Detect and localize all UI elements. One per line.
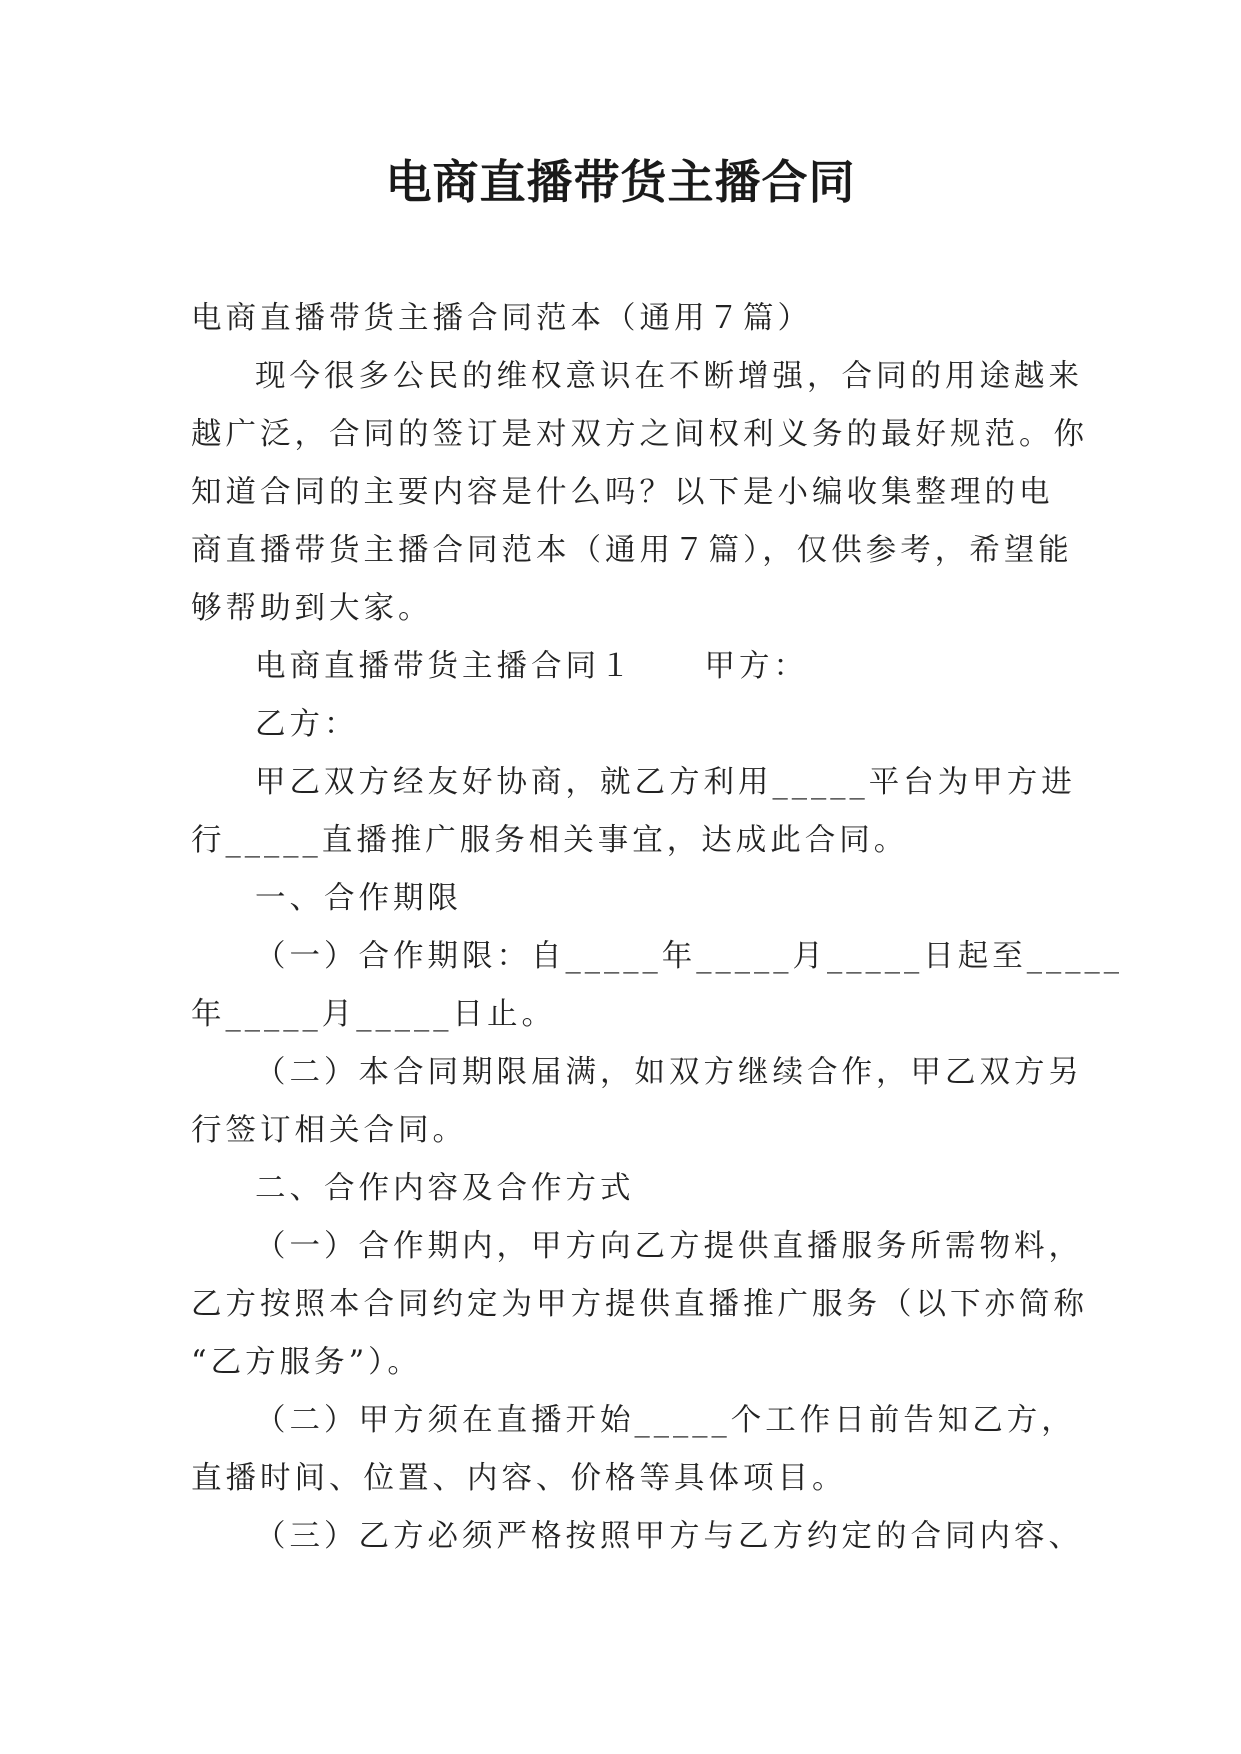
text-line: 越广泛，合同的签订是对双方之间权利义务的最好规范。你 [191,417,1088,452]
text-line: 商直播带货主播合同范本（通用７篇），仅供参考，希望能 [191,533,1073,568]
party-a-label: 甲方： [704,649,808,684]
text-line: （二）本合同期限届满，如双方继续合作，甲乙双方另 [255,1055,1083,1090]
text-line: （一）合作期限：自_____年_____月_____日起至_____ [255,939,1123,974]
section-heading: 一、合作期限 [255,881,462,916]
text-line: （三）乙方必须严格按照甲方与乙方约定的合同内容、 [255,1519,1083,1554]
text-line: （一）合作期内，甲方向乙方提供直播服务所需物料， [255,1229,1083,1264]
text-line: 知道合同的主要内容是什么吗？以下是小编收集整理的电 [191,475,1054,510]
text-line: 够帮助到大家。 [191,591,433,626]
document-title: 电商直播带货主播合同 [385,155,856,209]
text-line: 行_____直播推广服务相关事宜，达成此合同。 [191,823,909,858]
text-line: 甲乙双方经友好协商，就乙方利用_____平台为甲方进 [255,765,1076,800]
text-line: “乙方服务”）。 [191,1345,422,1380]
section-heading: 二、合作内容及合作方式 [255,1171,635,1206]
text-line [191,638,1051,696]
text-line: （二）甲方须在直播开始_____个工作日前告知乙方， [255,1403,1076,1438]
text-line: 直播时间、位置、内容、价格等具体项目。 [191,1461,847,1496]
text-line: 电商直播带货主播合同范本（通用７篇） [191,301,812,336]
text-line: 年_____月_____日止。 [191,997,556,1032]
text-line: 乙方： [255,707,359,742]
text-line: 行签订相关合同。 [191,1113,467,1148]
text-line: 现今很多公民的维权意识在不断增强，合同的用途越来 [255,359,1083,394]
text-line: 乙方按照本合同约定为甲方提供直播推广服务（以下亦简称 [191,1287,1088,1322]
contract-heading: 电商直播带货主播合同１ [255,649,635,684]
document-body [191,290,1123,1566]
